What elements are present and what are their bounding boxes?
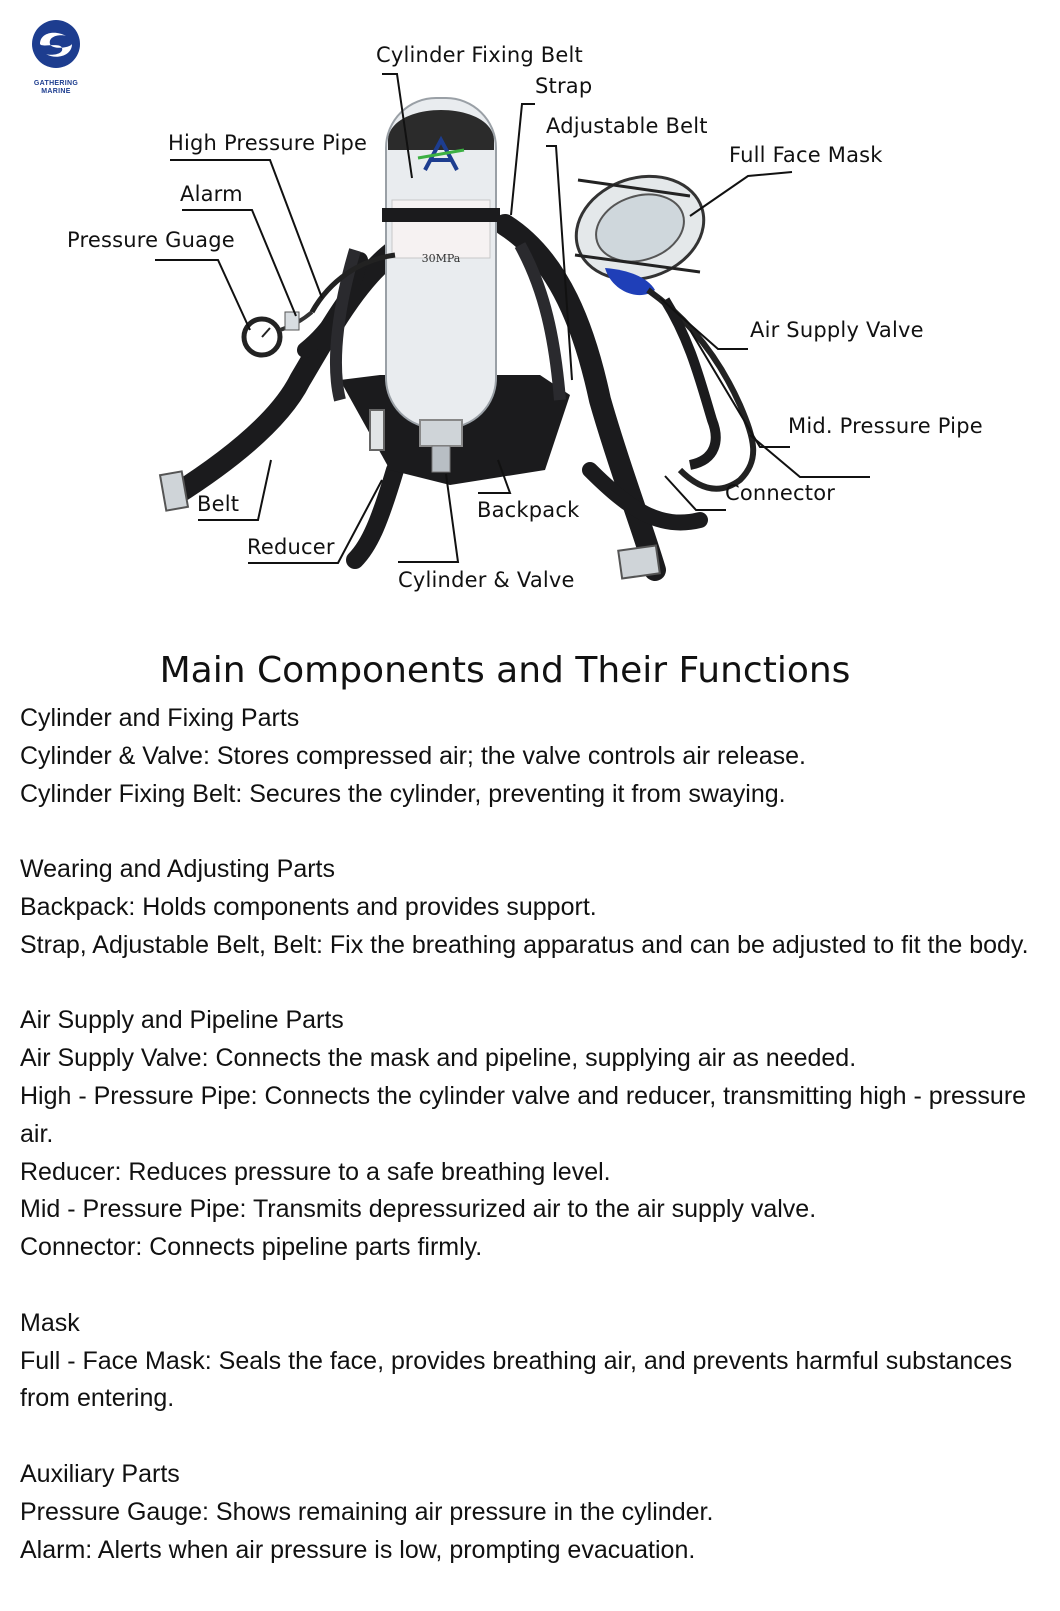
section-mask xyxy=(20,1305,1050,1418)
section-air-supply-pipeline xyxy=(20,1002,1050,1267)
brand-name-line1: GATHERING xyxy=(33,80,79,87)
label-pressure-guage: Pressure Guage xyxy=(67,228,235,252)
breathing-apparatus-diagram xyxy=(0,0,1060,640)
section-line: Strap, Adjustable Belt, Belt: Fix the breathing apparatus and can be adjusted to fit the body. xyxy=(20,930,1029,959)
full-face-mask-drawing xyxy=(563,160,718,295)
label-full-face-mask: Full Face Mask xyxy=(729,143,883,167)
components-description xyxy=(20,700,1050,1569)
section-auxiliary xyxy=(20,1456,1050,1569)
page-title: Main Components and Their Functions xyxy=(159,650,851,691)
label-belt: Belt xyxy=(197,492,240,516)
section-line: High - Pressure Pipe: Connects the cylinder valve and reducer, transmitting high - pressure air. xyxy=(20,1081,1027,1148)
section-line: Air Supply Valve: Connects the mask and pipeline, supplying air as needed. xyxy=(20,1044,857,1073)
label-strap: Strap xyxy=(535,74,593,98)
section-heading: Cylinder and Fixing Parts xyxy=(20,704,300,732)
section-line: Full - Face Mask: Seals the face, provides breathing air, and prevents harmful substances from entering. xyxy=(20,1346,1013,1413)
section-wearing-adjusting xyxy=(20,851,1050,964)
cylinder-fixing-belt xyxy=(382,208,500,222)
label-air-supply-valve: Air Supply Valve xyxy=(750,318,924,342)
section-line: Alarm: Alerts when air pressure is low, prompting evacuation. xyxy=(20,1535,696,1564)
section-line: Pressure Gauge: Shows remaining air pressure in the cylinder. xyxy=(20,1497,714,1526)
section-heading: Auxiliary Parts xyxy=(20,1459,180,1488)
label-cylinder-fixing-belt: Cylinder Fixing Belt xyxy=(376,43,583,67)
label-high-pressure-pipe: High Pressure Pipe xyxy=(168,131,368,155)
label-reducer: Reducer xyxy=(247,535,335,559)
section-line: Mid - Pressure Pipe: Transmits depressurized air to the air supply valve. xyxy=(20,1195,817,1224)
section-cylinder-fixing xyxy=(20,700,1050,813)
section-line: Cylinder Fixing Belt: Secures the cylinder, preventing it from swaying. xyxy=(20,779,786,808)
section-heading: Mask xyxy=(20,1308,80,1337)
section-heading: Wearing and Adjusting Parts xyxy=(20,855,336,884)
cylinder-pressure-marking: 30MPa xyxy=(421,252,461,265)
section-line: Reducer: Reduces pressure to a safe breathing level. xyxy=(20,1157,611,1186)
section-line: Cylinder & Valve: Stores compressed air; the valve controls air release. xyxy=(20,741,806,770)
label-adjustable-belt: Adjustable Belt xyxy=(546,114,708,138)
section-line: Backpack: Holds components and provides support. xyxy=(20,892,597,921)
section-heading: Air Supply and Pipeline Parts xyxy=(20,1006,344,1035)
label-cylinder-valve: Cylinder & Valve xyxy=(398,568,575,592)
label-backpack: Backpack xyxy=(477,498,580,522)
section-line: Connector: Connects pipeline parts firmly. xyxy=(20,1233,483,1262)
label-alarm: Alarm xyxy=(180,182,243,206)
air-cylinder xyxy=(386,98,496,472)
brand-name-line2: MARINE xyxy=(41,88,71,95)
label-mid-pressure-pipe: Mid. Pressure Pipe xyxy=(788,414,983,438)
label-connector: Connector xyxy=(725,481,836,505)
